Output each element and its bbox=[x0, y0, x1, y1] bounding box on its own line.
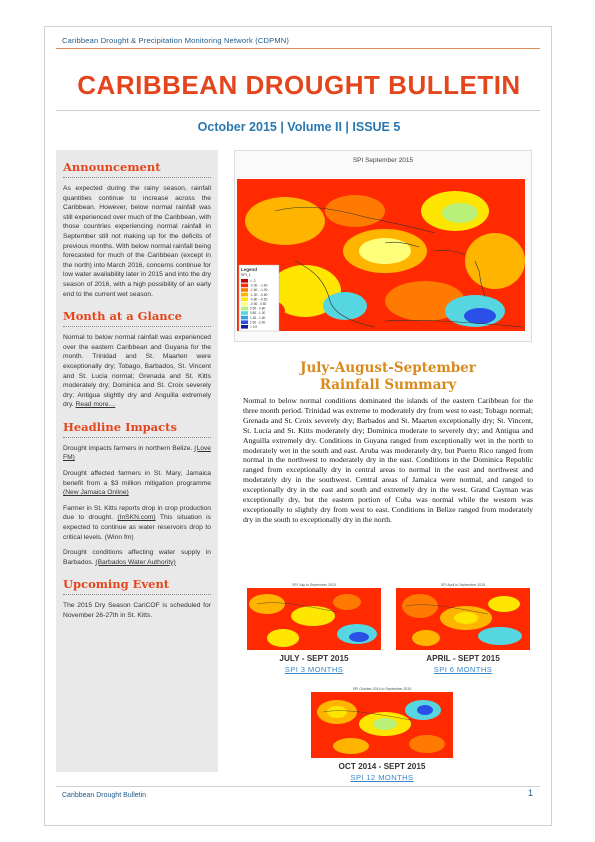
spi-12-month-map bbox=[311, 686, 453, 758]
headline-list bbox=[63, 444, 211, 568]
map-caption: JULY - SEPT 2015 bbox=[279, 654, 349, 663]
legend-label: < -2 bbox=[250, 279, 256, 283]
legend-swatch bbox=[241, 311, 248, 315]
spi-6-month-graphic bbox=[396, 582, 530, 650]
issue-line: October 2015 | Volume II | ISSUE 5 bbox=[197, 120, 401, 134]
legend-swatch bbox=[241, 302, 248, 306]
summary-title-line1: July-August-September bbox=[300, 360, 476, 376]
map-sub-link[interactable]: SPI 12 MONTHS bbox=[350, 773, 414, 782]
headline-text: Drought affected farmers in St. Mary, Jamaica benefit from a $3 million mitigation programme bbox=[63, 470, 211, 487]
spi-6-month-map bbox=[396, 582, 530, 650]
legend-label: -0.50 - 0.50 bbox=[250, 302, 267, 306]
map-caption: OCT 2014 - SEPT 2015 bbox=[338, 762, 426, 771]
bulletin-title: CARIBBEAN DROUGHT BULLETIN bbox=[77, 70, 521, 100]
headline-source-link[interactable]: (InSKN.com) bbox=[117, 514, 156, 522]
glance-heading: Month at a Glance bbox=[63, 309, 211, 327]
upcoming-heading: Upcoming Event bbox=[63, 577, 211, 595]
legend-label: 1.30 - 1.60 bbox=[250, 315, 266, 320]
map-caption: APRIL - SEPT 2015 bbox=[426, 654, 500, 663]
headline-text: Drought conditions affecting water supply in Barbados. bbox=[63, 549, 211, 566]
small-map-title: SPI April to September 2015 bbox=[440, 583, 486, 587]
glance-text bbox=[63, 333, 211, 410]
legend-swatch bbox=[241, 320, 248, 324]
sidebar bbox=[56, 150, 218, 772]
summary-title bbox=[245, 360, 531, 394]
legend-subtitle: SPI_1 bbox=[241, 273, 251, 277]
legend-swatch bbox=[241, 307, 248, 311]
spi-map-graphic bbox=[235, 151, 531, 341]
map-sub-link[interactable]: SPI 3 MONTHS bbox=[284, 665, 344, 674]
network-name: Caribbean Drought & Precipitation Monitoring Network (CDPMN) bbox=[62, 36, 290, 45]
legend-swatch bbox=[241, 288, 248, 292]
spi-3-month-map bbox=[247, 582, 381, 650]
map-sub-link[interactable]: SPI 6 MONTHS bbox=[433, 665, 493, 674]
legend-swatch bbox=[241, 293, 248, 297]
headline-item bbox=[63, 469, 211, 498]
legend-label: -2.00 - -1.60 bbox=[250, 283, 268, 288]
legend-label: -1.30 - -0.80 bbox=[250, 292, 268, 297]
summary-body: Normal to below normal conditions dominated the islands of the eastern Caribbean for the three month period. Trinidad was extreme to moderately dry from west to east; Tobago normal; Grenada and St. Croix severely dry; Barbados and St. Maarten exceptionally dry; St. Vincent, St. Lucia and St. Kitts moderately dry; Dominica moderate to severely dry; and Antigua and Anguilla extremely dry. Conditions in Guyana ranged from exceptionally wet in the north to moderately wet in the south and east. Aruba was moderately dry, but Puerto Rico ranged from normal in the northwest to moderately dry in the east. Conditions in the Dominica Republic ranged from exceptionally dry in central areas to normal in the east and northwest and moderately dry in the southwest. Central areas of Jamaica were normal, and ranged to exceptionally dry in the east and south and extremely dry in the west. Grand Cayman was exceptionally dry, but the eastern portion of Cuba was normal while the western was exceptionally to slightly dry from west to east. Conditions in Belize ranged from moderately dry in the south to exceptionally dry in the north. bbox=[243, 396, 533, 524]
small-map-title: SPI October 2014 to September 2015 bbox=[352, 687, 412, 691]
summary-title-line2: Rainfall Summary bbox=[319, 377, 457, 393]
headline-source-link[interactable]: (Barbados Water Authority) bbox=[95, 558, 176, 566]
legend-swatch bbox=[241, 284, 248, 288]
legend-label: -1.60 - -1.30 bbox=[250, 288, 268, 293]
page-number: 1 bbox=[528, 788, 534, 798]
map-title: SPI September 2015 bbox=[352, 157, 414, 164]
top-divider bbox=[56, 48, 540, 49]
headline-item bbox=[63, 548, 211, 567]
glance-body: Normal to below normal rainfall was experienced over the eastern Caribbean and Guyana for the month. Trinidad and St. Maarten were exceptionally dry; Tobago, Barbados, St. Vincent and St. Lucia normal; Grenada and St. Kitts moderately dry; Dominica and St. Croix severely dry; Antigua slightly dry and Anguilla extremely dry. bbox=[63, 334, 211, 409]
footer-text: Caribbean Drought Bulletin bbox=[62, 792, 147, 799]
legend-swatch bbox=[241, 316, 248, 320]
legend-title: Legend bbox=[241, 267, 258, 272]
legend-label: -0.80 - -0.50 bbox=[250, 297, 268, 302]
spi-3-month-graphic bbox=[247, 582, 381, 650]
legend-swatch bbox=[241, 297, 248, 301]
announcement-heading: Announcement bbox=[63, 160, 211, 178]
headline-source-link[interactable]: (New Jamaica Online) bbox=[63, 489, 129, 497]
announcement-text: As expected during the rainy season, rainfall quantities continue to increase across the Caribbean. However, below normal rainfall was still experienced over much of the Caribbean, with those countries experiencing normal rainfall in September still not making up for the deficits of previous months. With below normal rainfall being forecasted for much of the Caribbean (except in the north) into March 2016, concerns continue for low water availability later in 2015 and into the dry season of 2016, with a high possibility of an early end to the current wet season. bbox=[63, 185, 211, 298]
legend-swatch bbox=[241, 279, 248, 283]
map-legend bbox=[239, 265, 279, 331]
legend-label: 1.60 - 2.00 bbox=[250, 320, 266, 325]
legend-label: 0.50 - 0.80 bbox=[250, 306, 266, 311]
headline-text: Farmer in St. Kitts reports drop in crop production due to drought. bbox=[63, 504, 211, 522]
spi-main-map bbox=[234, 150, 532, 342]
footer-divider bbox=[56, 786, 540, 787]
headline-source-link[interactable]: (Love FM) bbox=[63, 444, 211, 462]
headline-text: Drought impacts farmers in northern Belize. bbox=[63, 444, 195, 452]
read-more-link[interactable]: Read more… bbox=[75, 401, 116, 409]
small-map-title: SPI July to September 2015 bbox=[292, 583, 336, 587]
upcoming-text: The 2015 Dry Season CariCOF is scheduled for November 26-27th in St. Kitts. bbox=[63, 602, 211, 619]
headline-item bbox=[63, 504, 211, 542]
legend-label: > 2.0 bbox=[250, 325, 258, 329]
headline-tail: This situation is expected to continue as water reservoirs drop to critical levels. (Winn fm) bbox=[63, 514, 211, 541]
headlines-heading: Headline Impacts bbox=[63, 420, 211, 438]
spi-12-month-graphic bbox=[311, 686, 453, 758]
title-divider bbox=[56, 110, 540, 111]
legend-swatch bbox=[241, 325, 248, 329]
legend-label: 0.80 - 1.30 bbox=[250, 311, 266, 316]
headline-item bbox=[63, 444, 211, 463]
